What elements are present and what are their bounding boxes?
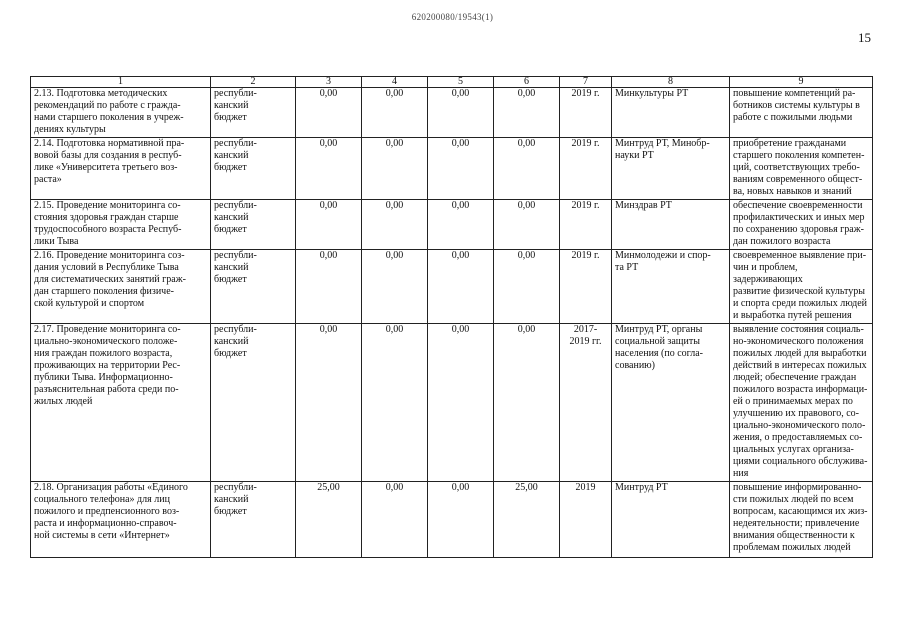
result-cell — [730, 250, 873, 324]
amount-cell: 0,00 — [494, 88, 560, 138]
responsible-cell — [612, 250, 730, 324]
amount-cell: 0,00 — [362, 88, 428, 138]
funding-source-text: республи- канский бюджет — [214, 88, 257, 123]
amount-cell: 0,00 — [428, 482, 494, 558]
funding-source-cell — [211, 482, 296, 558]
task-cell — [31, 324, 211, 482]
amount-cell: 0,00 — [494, 138, 560, 200]
responsible-cell — [612, 138, 730, 200]
funding-source-text: республи- канский бюджет — [214, 324, 257, 359]
amount-cell: 0,00 — [428, 250, 494, 324]
funding-source-cell — [211, 250, 296, 324]
period-cell — [560, 88, 612, 138]
amount-cell: 0,00 — [296, 138, 362, 200]
period-text: 2019 г. — [571, 88, 600, 99]
funding-source-text: республи- канский бюджет — [214, 250, 257, 285]
table-row — [31, 138, 873, 200]
column-header: 7 — [560, 77, 612, 88]
column-header: 6 — [494, 77, 560, 88]
task-cell — [31, 138, 211, 200]
table-row — [31, 324, 873, 482]
responsible-text: Минтруд РТ, органы социальной защиты населения (по согла- сованию) — [615, 324, 703, 371]
period-cell — [560, 324, 612, 482]
amount-cell: 0,00 — [296, 324, 362, 482]
amount-cell: 25,00 — [494, 482, 560, 558]
amount-cell: 0,00 — [362, 200, 428, 250]
period-text: 2019 г. — [571, 200, 600, 211]
column-number-row — [31, 77, 873, 88]
period-text: 2019 г. — [571, 138, 600, 149]
column-header: 9 — [730, 77, 873, 88]
responsible-cell — [612, 200, 730, 250]
document-id: 620200080/19543(1) — [411, 12, 494, 22]
amount-cell: 0,00 — [428, 200, 494, 250]
task-cell — [31, 88, 211, 138]
responsible-cell — [612, 482, 730, 558]
task-text: 2.14. Подготовка нормативной пра- вовой базы для создания в респуб- лике «Университета третьего воз- раста» — [34, 138, 185, 185]
amount-cell: 0,00 — [428, 88, 494, 138]
result-cell — [730, 88, 873, 138]
task-text: 2.17. Проведение мониторинга со- циально-экономического положе- ния граждан пожилого возраста, проживающих на территории Рес- публики Тыва. Информационно- разъяснительная работа среди по- жилых людей — [34, 324, 181, 407]
period-text: 2019 — [575, 482, 596, 493]
result-text: своевременное выявление при- чин и проблем, задерживающих развитие физической культуры и спорта среди пожилых людей и выработка путей решения — [733, 250, 868, 321]
amount-cell: 0,00 — [362, 138, 428, 200]
amount-cell: 0,00 — [428, 138, 494, 200]
funding-source-cell — [211, 324, 296, 482]
amount-cell: 0,00 — [428, 324, 494, 482]
funding-source-text: республи- канский бюджет — [214, 200, 257, 235]
amount-cell: 0,00 — [296, 200, 362, 250]
funding-source-text: республи- канский бюджет — [214, 482, 257, 517]
page-number: 15 — [858, 30, 871, 45]
amount-cell: 0,00 — [362, 482, 428, 558]
period-cell — [560, 200, 612, 250]
result-cell — [730, 200, 873, 250]
result-text: обеспечение своевременности профилактических и иных мер по сохранению здоровья граж- дан пожилого возраста — [733, 200, 865, 247]
program-table — [30, 76, 873, 558]
result-text: приобретение гражданами старшего поколения компетен- ций, соответствующих требо- ваниям современного общест- ва, новых навыков и знаний — [733, 138, 865, 197]
amount-cell: 25,00 — [296, 482, 362, 558]
column-header: 4 — [362, 77, 428, 88]
column-header: 2 — [211, 77, 296, 88]
amount-cell: 0,00 — [296, 250, 362, 324]
funding-source-cell — [211, 88, 296, 138]
funding-source-cell — [211, 138, 296, 200]
task-text: 2.18. Организация работы «Единого социального телефона» для лиц пожилого и предпенсионного воз- раста и информационно-справоч- ной системы в сети «Интернет» — [34, 482, 188, 541]
table-row — [31, 250, 873, 324]
amount-cell: 0,00 — [494, 250, 560, 324]
amount-cell: 0,00 — [494, 324, 560, 482]
column-header: 3 — [296, 77, 362, 88]
amount-cell: 0,00 — [494, 200, 560, 250]
column-header: 5 — [428, 77, 494, 88]
result-text: повышение информированно- сти пожилых людей по всем вопросам, касающимся их жиз- недеятельности; привлечение внимания общественности к проблемам пожилых людей — [733, 482, 868, 553]
period-cell — [560, 482, 612, 558]
period-text: 2019 г. — [571, 250, 600, 261]
funding-source-cell — [211, 200, 296, 250]
period-cell — [560, 138, 612, 200]
period-text: 2017- 2019 гг. — [569, 324, 602, 347]
task-text: 2.15. Проведение мониторинга со- стояния здоровья граждан старше трудоспособного возраста Респуб- лики Тыва — [34, 200, 182, 247]
task-text: 2.13. Подготовка методических рекомендаций по работе с гражда- нами старшего поколения в учреж- дениях культуры — [34, 88, 184, 135]
result-cell — [730, 482, 873, 558]
result-text: выявление состояния социаль- но-экономического положения пожилых людей для выработки действий в интересах пожилых людей; обеспечение граждан пожилого возраста информаци- ей о принимаемых мерах по улучшению их правового, со- циально-экономического поло- жения, о предоставляемых со- циальных услугах организа- циями социального обслужива- ния — [733, 324, 868, 479]
period-cell — [560, 250, 612, 324]
result-cell — [730, 138, 873, 200]
task-cell — [31, 250, 211, 324]
funding-source-text: республи- канский бюджет — [214, 138, 257, 173]
responsible-cell — [612, 324, 730, 482]
amount-cell: 0,00 — [362, 250, 428, 324]
amount-cell: 0,00 — [296, 88, 362, 138]
responsible-text: Минтруд РТ, Минобр- науки РТ — [615, 138, 710, 161]
column-header: 1 — [31, 77, 211, 88]
amount-cell: 0,00 — [362, 324, 428, 482]
column-header: 8 — [612, 77, 730, 88]
result-cell — [730, 324, 873, 482]
task-text: 2.16. Проведение мониторинга соз- дания условий в Республике Тыва для систематических занятий граж- дан старшего поколения физиче- ской культурой и спортом — [34, 250, 186, 309]
task-cell — [31, 482, 211, 558]
responsible-text: Минздрав РТ — [615, 200, 672, 211]
table-row — [31, 200, 873, 250]
result-text: повышение компетенций ра- ботников системы культуры в работе с пожилыми людьми — [733, 88, 860, 123]
responsible-text: Минтруд РТ — [615, 482, 668, 493]
task-cell — [31, 200, 211, 250]
table-row — [31, 88, 873, 138]
responsible-text: Минкультуры РТ — [615, 88, 689, 99]
table-row — [31, 482, 873, 558]
responsible-cell — [612, 88, 730, 138]
responsible-text: Минмолодежи и спор- та РТ — [615, 250, 711, 273]
